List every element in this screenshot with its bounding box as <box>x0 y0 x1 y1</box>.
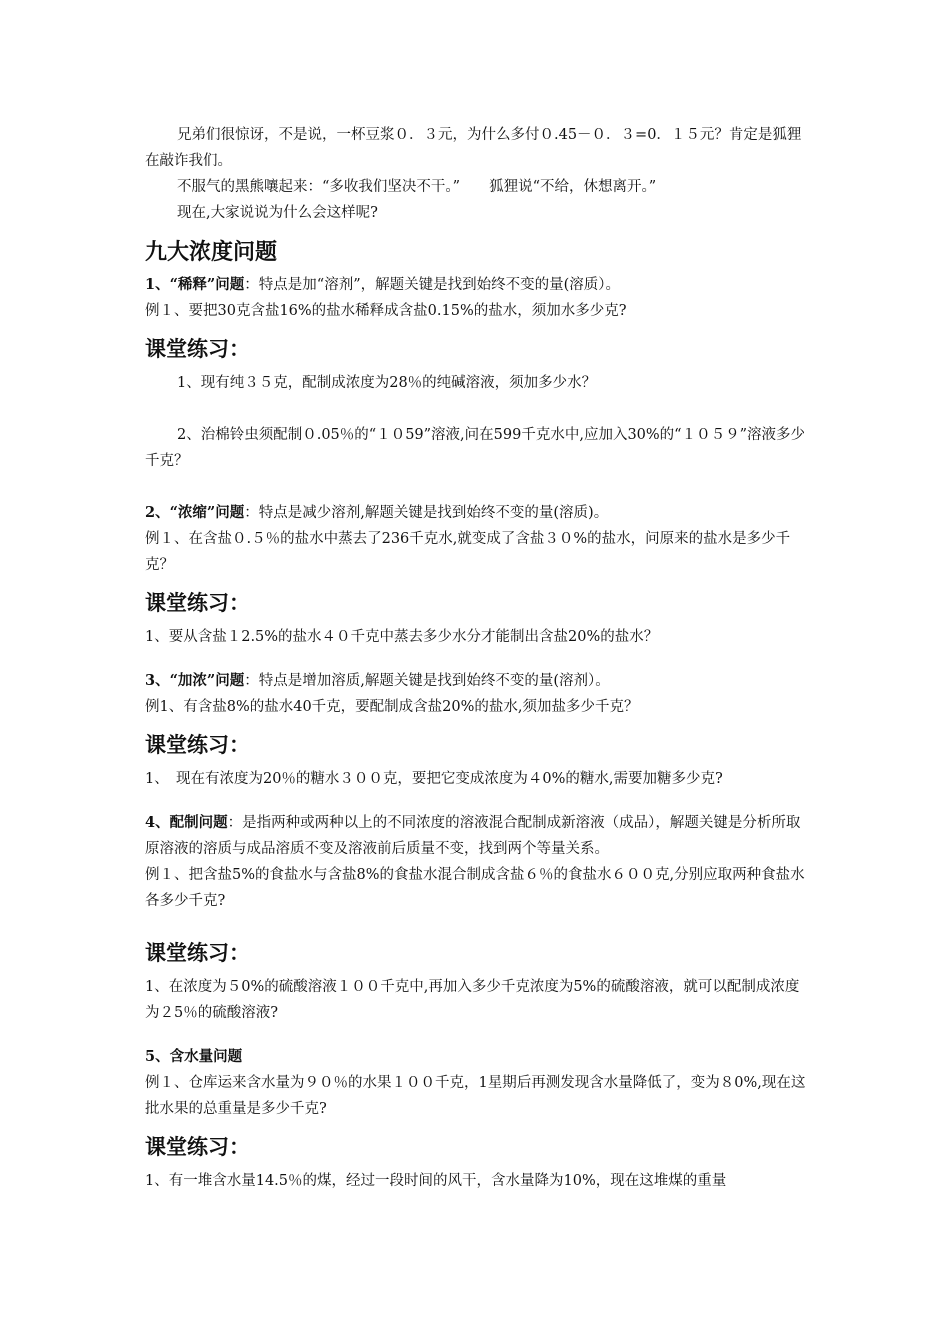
intro-paragraph-1: 兄弟们很惊讶，不是说，一杯豆浆０．３元，为什么多付０.45－０．３=0．１５元？肯定是狐狸在敲诈我们。 <box>145 127 802 169</box>
section-4-desc: ：是指两种或两种以上的不同浓度的溶液混合配制成新溶液（成品），解题关键是分析所取原溶液的溶质与成品溶质不变及溶液前后质量不变，找到两个等量关系。 <box>145 815 801 857</box>
section-2-example: 例１、在含盐０.５％的盐水中蒸去了236千克水,就变成了含盐３０%的盐水，问原来的盐水是多少千克？ <box>145 531 791 573</box>
section-3-exercise-1: 1、 现在有浓度为20％的糖水３００克，要把它变成浓度为４0%的糖水,需要加糖多少克? <box>145 771 723 787</box>
section-4-example: 例１、把含盐5%的食盐水与含盐8%的食盐水混合制成含盐６％的食盐水６００克,分别应取两种食盐水各多少千克? <box>145 867 805 909</box>
practice-heading-2: 课堂练习： <box>145 591 250 615</box>
document-page <box>145 122 810 1194</box>
section-2-title: 2、“浓缩”问题 <box>145 504 245 521</box>
intro-paragraph-3: 现在,大家说说为什么会这样呢? <box>177 205 378 221</box>
section-3-example: 例1、有含盐8%的盐水40千克，要配制成含盐20%的盐水,须加盐多少千克？ <box>145 699 639 715</box>
section-2-desc: ：特点是减少溶剂,解题关键是找到始终不变的量(溶质)。 <box>244 505 609 521</box>
section-1-exercise-1: 1、现有纯３５克，配制成浓度为28％的纯碱溶液，须加多少水？ <box>177 375 597 391</box>
section-1-example: 例１、要把30克含盐16%的盐水稀释成含盐0.15%的盐水，须加水多少克? <box>145 303 627 319</box>
section-4-heading <box>145 810 810 862</box>
section-1-desc: ：特点是加“溶剂”，解题关键是找到始终不变的量(溶质）。 <box>244 277 621 293</box>
section-4-exercise-1: 1、在浓度为５0%的硫酸溶液１００千克中,再加入多少千克浓度为5%的硫酸溶液，就可以配制成浓度为２5％的硫酸溶液? <box>145 979 800 1021</box>
section-5-title: 5、含水量问题 <box>145 1048 243 1065</box>
section-3-desc: ：特点是增加溶质,解题关键是找到始终不变的量(溶剂）。 <box>244 673 610 689</box>
section-1-heading <box>145 272 810 298</box>
section-5-example: 例１、仓库运来含水量为９０％的水果１００千克，1星期后再测发现含水量降低了，变为８0%,现在这批水果的总重量是多少千克? <box>145 1075 806 1117</box>
section-3-title: 3、“加浓”问题 <box>145 672 245 689</box>
main-title: 九大浓度问题 <box>145 240 278 265</box>
section-2-exercise-1: 1、要从含盐１2.5%的盐水４０千克中蒸去多少水分才能制出含盐20%的盐水？ <box>145 629 659 645</box>
section-1-title: 1、“稀释”问题 <box>145 276 245 293</box>
section-4-title: 4、配制问题 <box>145 814 228 831</box>
intro-paragraph-2: 不服气的黑熊嚷起来：“多收我们坚决不干。” 狐狸说“不给，休想离开。” <box>177 179 657 195</box>
section-2-heading <box>145 500 810 526</box>
practice-heading-4: 课堂练习： <box>145 941 250 965</box>
section-3-heading <box>145 668 810 694</box>
practice-heading-1: 课堂练习： <box>145 337 250 361</box>
practice-heading-5: 课堂练习： <box>145 1135 250 1159</box>
practice-heading-3: 课堂练习： <box>145 733 250 757</box>
section-1-exercise-2: 2、治棉铃虫须配制０.05％的“１０59”溶液,问在599千克水中,应加入30%的“１０５９”溶液多少千克？ <box>145 427 806 469</box>
section-5-exercise-1: 1、有一堆含水量14.5％的煤，经过一段时间的风干，含水量降为10%，现在这堆煤的重量 <box>145 1173 727 1189</box>
